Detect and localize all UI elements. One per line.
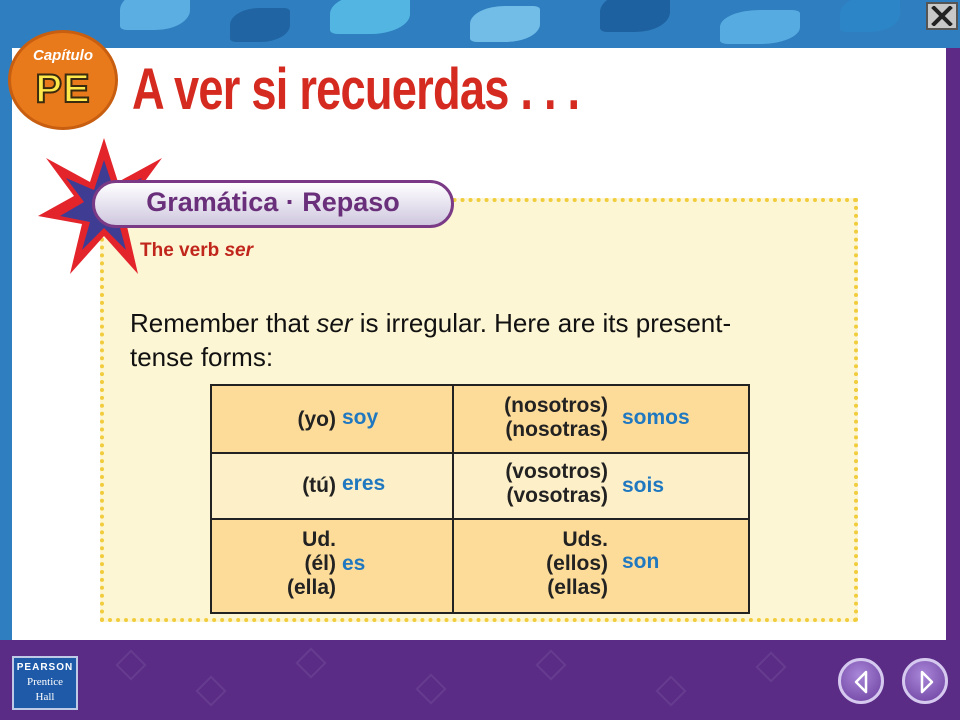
capitulo-label: Capítulo xyxy=(33,47,93,64)
heading-verb: ser xyxy=(224,240,254,261)
logo-line-2: Prentice xyxy=(26,676,64,688)
previous-button[interactable] xyxy=(838,658,884,704)
table-cell xyxy=(453,519,749,613)
verb-form: soy xyxy=(342,406,379,429)
verb-form: son xyxy=(622,550,660,573)
heading-prefix: The verb xyxy=(140,240,225,261)
close-button[interactable] xyxy=(926,2,958,30)
table-row xyxy=(211,453,749,519)
pronoun: (nosotros) (nosotras) xyxy=(504,394,608,441)
logo-line-3: Hall xyxy=(35,691,55,703)
pronoun: Uds. (ellos) (ellas) xyxy=(546,528,608,599)
table-row xyxy=(211,519,749,613)
pronoun: (yo) xyxy=(297,408,336,431)
section-heading xyxy=(140,240,253,262)
intro-pre: Remember that xyxy=(130,308,317,338)
intro-text xyxy=(130,306,770,374)
page-title: A ver si recuerdas . . . xyxy=(132,57,580,122)
conjugation-table xyxy=(210,384,750,614)
table-cell xyxy=(211,519,453,613)
pronoun: (vosotros) (vosotras) xyxy=(505,460,608,507)
chevron-left-icon xyxy=(849,669,875,695)
pronoun: Ud. (él) (ella) xyxy=(286,528,336,599)
verb-form: eres xyxy=(342,472,386,495)
table-row xyxy=(211,385,749,453)
pronoun: (tú) xyxy=(302,474,336,497)
table-cell xyxy=(453,385,749,453)
next-button[interactable] xyxy=(902,658,948,704)
verb-form: somos xyxy=(622,406,690,429)
table-cell xyxy=(211,453,453,519)
grammar-banner xyxy=(92,180,454,228)
chapter-badge xyxy=(8,30,118,130)
verb-form: sois xyxy=(622,474,665,497)
intro-verb: ser xyxy=(316,308,353,338)
bottom-bar xyxy=(0,640,960,720)
intro-post: is irregular. Here are its present-tense forms: xyxy=(130,308,732,372)
chevron-right-icon xyxy=(913,669,939,695)
banner-title: Gramática · Repaso xyxy=(146,187,400,217)
table-cell xyxy=(453,453,749,519)
pearson-logo xyxy=(12,656,78,710)
logo-line-1: PEARSON xyxy=(16,662,74,673)
right-border xyxy=(946,48,960,648)
close-icon xyxy=(931,6,953,26)
left-border xyxy=(0,48,12,648)
verb-form: es xyxy=(342,552,366,575)
chapter-label: PE xyxy=(35,67,91,111)
table-cell xyxy=(211,385,453,453)
top-decorative-band xyxy=(0,0,960,48)
